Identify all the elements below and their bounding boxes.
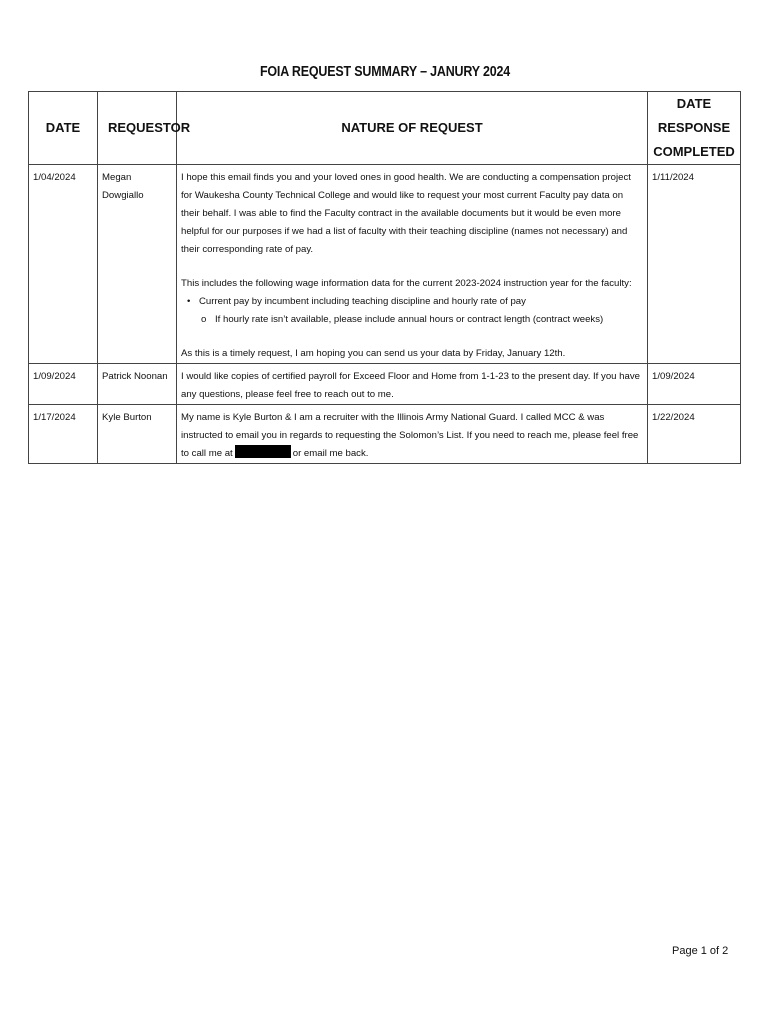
row-completed: 1/09/2024 <box>648 364 741 405</box>
header-completed <box>648 92 741 165</box>
header-row <box>29 92 741 165</box>
request-paragraph: This includes the following wage information data for the current 2023-2024 instruction year for the faculty: <box>181 278 632 289</box>
request-paragraph: I hope this email finds you and your loved ones in good health. We are conducting a compensation project for Waukesha County Technical College and would like to request your most current Faculty pay data on their behalf. I was able to find the Faculty contract in the available documents but it would be even more helpful for our purposes if we had a list of faculty with their teaching discipline (names not necessary) and their corresponding rate of pay. <box>181 172 631 255</box>
request-text-end: or email me back. <box>292 448 369 459</box>
request-subbullet-list <box>199 311 643 329</box>
request-text: My name is Kyle Burton & I am a recruiter with the Illinois Army National Guard. I called MCC & was instructed to email you in regards to requesting the Solomon’s List. If you need to reach me, please feel free to call me at <box>181 412 639 459</box>
row-requestor: Megan Dowgiallo <box>98 165 177 364</box>
request-bullet-list <box>181 293 643 329</box>
foia-table <box>28 91 741 464</box>
header-completed-line1: DATE RESPONSE <box>657 96 731 135</box>
table-row <box>29 165 741 364</box>
row-requestor: Kyle Burton <box>98 405 177 464</box>
row-nature: I would like copies of certified payroll for Exceed Floor and Home from 1-1-23 to the present day. If you have any questions, please feel free to reach out to me. <box>177 364 648 405</box>
request-paragraph: As this is a timely request, I am hoping you can send us your data by Friday, January 12th. <box>181 348 566 359</box>
table-row <box>29 405 741 464</box>
header-completed-line2: COMPLETED <box>653 144 735 159</box>
request-bullet: • Current pay by incumbent including teaching discipline and hourly rate of pay o If hourly rate isn’t available, please include annual hours or contract length (contract weeks) <box>199 293 643 329</box>
header-requestor: REQUESTOR <box>98 92 177 165</box>
header-nature: NATURE OF REQUEST <box>177 92 648 165</box>
table-row <box>29 364 741 405</box>
redaction-block <box>235 445 291 458</box>
page-number: Page 1 of 2 <box>672 945 729 957</box>
row-completed: 1/22/2024 <box>648 405 741 464</box>
row-requestor: Patrick Noonan <box>98 364 177 405</box>
document-title: FOIA REQUEST SUMMARY – JANURY 2024 <box>259 64 511 80</box>
row-date: 1/09/2024 <box>29 364 98 405</box>
row-date: 1/17/2024 <box>29 405 98 464</box>
row-date: 1/04/2024 <box>29 165 98 364</box>
row-completed: 1/11/2024 <box>648 165 741 364</box>
request-subbullet: o If hourly rate isn’t available, please include annual hours or contract length (contract weeks) <box>215 311 643 329</box>
header-date: DATE <box>29 92 98 165</box>
row-nature <box>177 405 648 464</box>
row-nature <box>177 165 648 364</box>
